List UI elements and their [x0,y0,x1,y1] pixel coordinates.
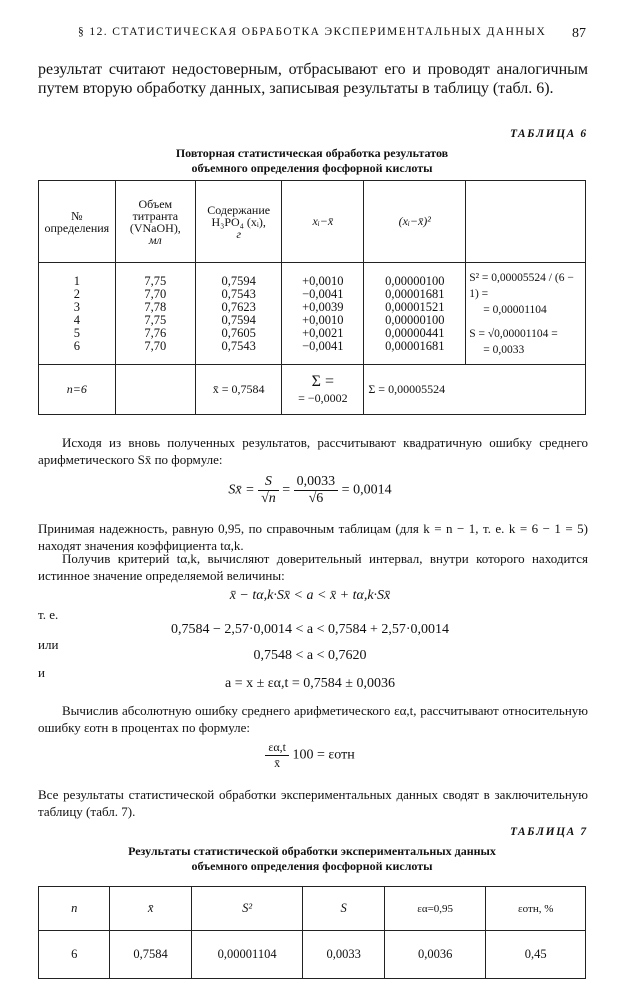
volume-hdr-l3: (VNaOH), [129,220,181,235]
formula-a: a = x ± εα,t = 0,7584 ± 0,0036 [225,676,395,691]
formula-interval: x̄ − tα,k·Sx̄ < a < x̄ + tα,k·Sx̄ [229,588,391,603]
table7-header-s2: S² [191,887,303,931]
table7-caption-line2: объемного определения фосфорной кислоты [191,859,433,873]
frac2-den: √6 [308,491,324,506]
table7-header-mean: x̄ [110,887,191,931]
frac1-num: S [258,474,279,491]
table6-header-devsq: (xᵢ−x̄)² [364,181,466,263]
formula-sx-rhs: = 0,0014 [341,482,392,498]
volume-hdr-l1: Объем [138,196,173,211]
volume-hdr-l4: мл [148,232,162,247]
table6-header-row [39,181,586,263]
table6-header-dev: xᵢ−x̄ [282,181,364,263]
table6-caption [38,146,586,176]
para-interval: Получив критерий tα,k, вычисляют доверительный интервал, внутри которого находится истинное значение определяемой величины: [38,551,588,583]
formula-relative [240,740,380,771]
sumdev-l2: = −0,0002 [298,391,348,405]
formula-rel-frac [265,740,289,771]
formula-sx-frac1 [258,474,279,507]
word-ili: или [38,637,59,652]
content-hdr-l2: H₃PO₄ (xᵢ), [211,214,266,229]
table6-header-empty [466,181,586,263]
table6-caption-line2: объемного определения фосфорной кислоты [191,161,433,175]
rel-den: x̄ [274,756,281,770]
rel-rhs: 100 = εотн [292,747,355,763]
formula-interval-result: 0,7548 < a < 0,7620 [253,648,367,663]
para-summary: Все результаты статистической обработки экспериментальных данных сводят в заключительную таблицу (табл. 7). [38,787,588,819]
table6-data-row [39,263,586,365]
table6-stats-cell [466,263,586,365]
table6-num-col: 1 2 3 4 5 6 [73,273,80,353]
table7-cell-mean: 0,7584 [110,931,191,979]
s2-result: = 0,00001104 [483,303,547,316]
table6-label: ТАБЛИЦА 6 [510,128,588,140]
table6-footer-row [39,365,586,415]
table6-dev-col: +0,0010 −0,0041 +0,0039 +0,0010 +0,0021 −0,0041 [302,273,344,353]
table7-caption [38,844,586,874]
table6-devsq-col: 0,00000100 0,00001681 0,00001521 0,00000100 0,00000441 0,00001681 [385,273,445,353]
sumdev-l1: Σ = [311,373,334,390]
table7-label: ТАБЛИЦА 7 [510,826,588,838]
table7-cell-s2: 0,00001104 [191,931,303,979]
s-result: = 0,0033 [483,343,525,356]
frac1-den: √n [261,491,276,506]
frac2-num: 0,0033 [294,474,339,491]
running-title: § 12. СТАТИСТИЧЕСКАЯ ОБРАБОТКА ЭКСПЕРИМЕНТАЛЬНЫХ ДАННЫХ [78,26,547,38]
table6-volume-col: 7,75 7,70 7,78 7,75 7,76 7,70 [144,273,167,353]
volume-hdr-l2: титранта [132,208,179,223]
para-reliability: Принимая надежность, равную 0,95, по справочным таблицам (для k = n − 1, т. е. k = 6 − 1 = 5) находят значения коэффициента tα,k. [38,521,588,553]
table6-footer-mean: x̄ = 0,7584 [195,365,281,415]
table7-header-epsrel: εотн, % [486,887,586,931]
word-i: и [38,665,45,680]
para-mean-error: Исходя из вновь полученных результатов, рассчитывают квадратичную ошибку среднего арифметического Sx̄ по формуле: [38,435,588,467]
table6-footer-sumsq: Σ = 0,00005524 [364,365,586,415]
s-formula: S = √0,00001104 = [469,327,558,340]
formula-sx-eq: = [282,482,291,498]
table6-footer-empty [115,365,195,415]
para-relative: Вычислив абсолютную ошибку среднего арифметического εα,t, рассчитывают относительную ошибку εотн в процентах по формуле: [38,703,588,735]
table7-caption-line1: Результаты статистической обработки экспериментальных данных [128,844,496,858]
table6-header-volume [115,181,195,263]
table6-footer-n: n=6 [39,365,116,415]
table7-header-s: S [303,887,384,931]
table6-header-num: № определения [39,181,116,263]
table7-cell-epsrel: 0,45 [486,931,586,979]
formula-sx [200,474,420,507]
intro-paragraph: результат считают недостоверным, отбрасывают его и проводят аналогичным путем вторую обработку данных, записывая результаты в таблицу (табл. 6). [38,61,588,97]
table7-cell-s: 0,0033 [303,931,384,979]
table6-caption-line1: Повторная статистическая обработка результатов [175,146,449,160]
formula-sx-lhs: Sx̄ = [228,482,255,498]
table6 [38,180,586,415]
formula-sx-frac2 [294,474,339,507]
table7-header-eps: εα=0,95 [384,887,486,931]
formula-interval-numeric: 0,7584 − 2,57·0,0014 < a < 0,7584 + 2,57·0,0014 [170,622,450,637]
table7-header-n: n [39,887,110,931]
table7-cell-eps: 0,0036 [384,931,486,979]
page-number: 87 [572,26,586,41]
table7-cell-n: 6 [39,931,110,979]
content-hdr-l1: Содержание [207,202,271,217]
s2-formula: S² = 0,00005524 / (6 − 1) = [469,271,574,300]
table6-footer-sumdev [282,365,364,415]
table7-data-row [39,931,586,979]
table6-header-content [195,181,281,263]
table7-header-row [39,887,586,931]
content-hdr-l3: г [236,226,241,241]
rel-num: εα,t [265,740,289,756]
word-te: т. е. [38,607,59,622]
table7 [38,886,586,979]
table6-content-col: 0,7594 0,7543 0,7623 0,7594 0,7605 0,7543 [221,273,256,353]
